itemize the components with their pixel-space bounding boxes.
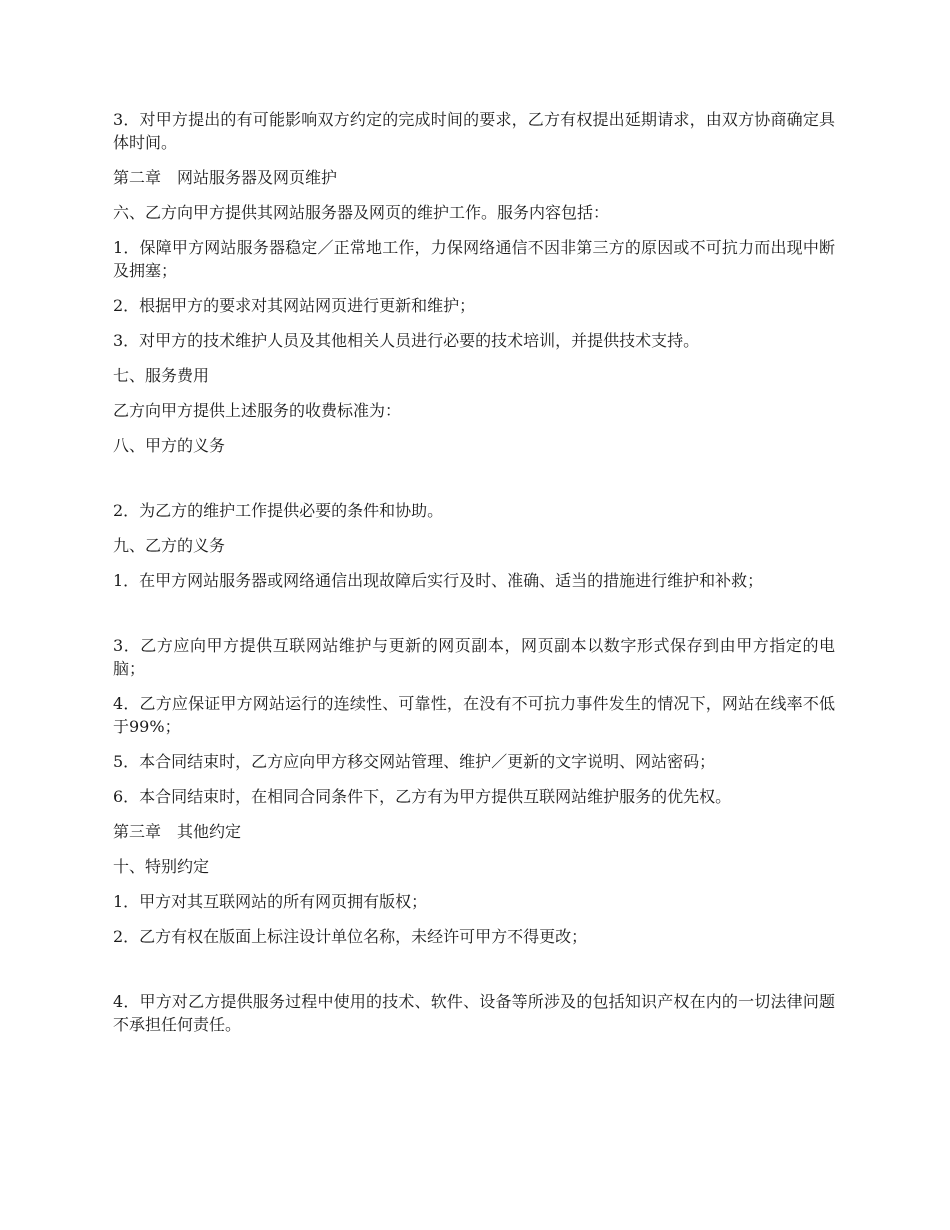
clause-6-1: 1．保障甲方网站服务器稳定／正常地工作，力保网络通信不因非第三方的原因或不可抗力而出现中断及拥塞； <box>113 238 835 280</box>
chapter-2-heading: 第二章 网站服务器及网页维护 <box>113 168 338 187</box>
chapter-3-heading: 第三章 其他约定 <box>113 822 242 841</box>
section-7-heading: 七、服务费用 <box>113 366 210 385</box>
clause-9-3: 3．乙方应向甲方提供互联网站维护与更新的网页副本，网页副本以数字形式保存到由甲方指定的电脑； <box>113 636 835 678</box>
clause-10-4: 4．甲方对乙方提供服务过程中使用的技术、软件、设备等所涉及的包括知识产权在内的一切法律问题不承担任何责任。 <box>113 992 835 1034</box>
blank-gap <box>113 960 835 990</box>
blank-gap <box>113 469 835 499</box>
section-10-heading: 十、特别约定 <box>113 857 210 876</box>
section-8-heading: 八、甲方的义务 <box>113 436 226 455</box>
document-body <box>113 108 835 1048</box>
clause-9-4: 4．乙方应保证甲方网站运行的连续性、可靠性，在没有不可抗力事件发生的情况下，网站在线率不低于99%； <box>113 694 835 736</box>
section-6-heading: 六、乙方向甲方提供其网站服务器及网页的维护工作。服务内容包括： <box>113 203 610 222</box>
clause-10-2: 2．乙方有权在版面上标注设计单位名称，未经许可甲方不得更改； <box>113 927 588 946</box>
blank-gap <box>113 604 835 634</box>
clause-8-2: 2．为乙方的维护工作提供必要的条件和协助。 <box>113 501 444 520</box>
clause-9-1: 1．在甲方网站服务器或网络通信出现故障后实行及时、准确、适当的措施进行维护和补救； <box>113 571 764 590</box>
clause-6-3: 3．对甲方的技术维护人员及其他相关人员进行必要的技术培训，并提供技术支持。 <box>113 331 700 350</box>
clause-10-1: 1．甲方对其互联网站的所有网页拥有版权； <box>113 892 428 911</box>
clause-6-2: 2．根据甲方的要求对其网站网页进行更新和维护； <box>113 296 476 315</box>
clause-9-5: 5．本合同结束时，乙方应向甲方移交网站管理、维护／更新的文字说明、网站密码； <box>113 752 716 771</box>
fee-standard-text: 乙方向甲方提供上述服务的收费标准为： <box>113 401 402 420</box>
clause-3-delay-request: 3．对甲方提出的有可能影响双方约定的完成时间的要求，乙方有权提出延期请求，由双方协商确定具体时间。 <box>113 110 835 152</box>
clause-9-6: 6．本合同结束时，在相同合同条件下，乙方有为甲方提供互联网站维护服务的优先权。 <box>113 787 732 806</box>
section-9-heading: 九、乙方的义务 <box>113 536 226 555</box>
